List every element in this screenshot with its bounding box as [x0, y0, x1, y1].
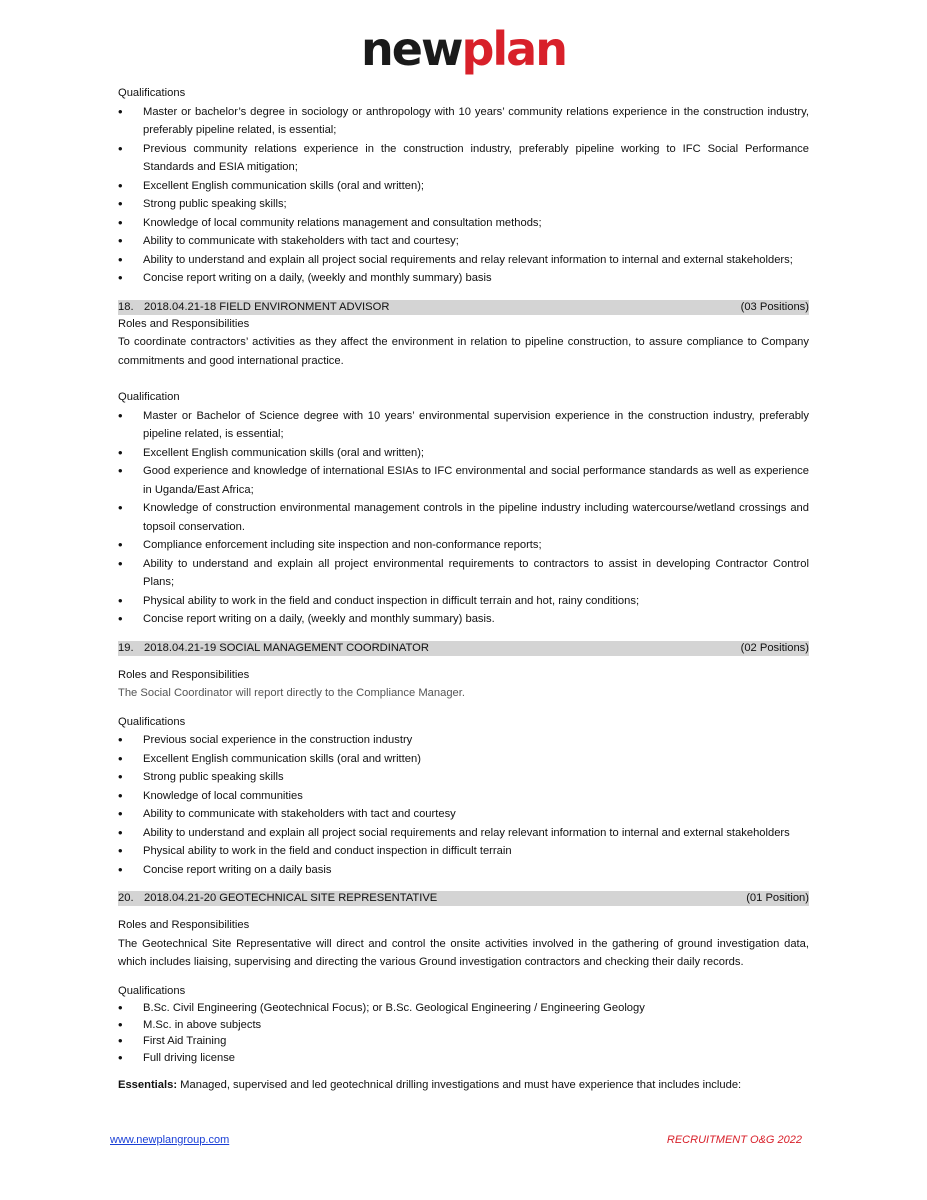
website-link[interactable]: www.newplangroup.com — [110, 1134, 230, 1146]
footer-tag: RECRUITMENT O&G 2022 — [666, 1134, 802, 1146]
list-item: • First Aid Training — [118, 1033, 809, 1050]
s17-qualifications-list — [118, 103, 809, 288]
s18-roles-text: To coordinate contractors’ activities as they affect the environment in relation to pipeline construction, to assure compliance to Company commitments and good international practice. — [118, 336, 809, 367]
list-item: • M.Sc. in above subjects — [118, 1017, 809, 1034]
list-item: • Master or bachelor’s degree in sociology or anthropology with 10 years’ community relations experience in the construction industry, preferably pipeline related, is essential; — [118, 103, 809, 140]
list-item: • Ability to understand and explain all project social requirements and relay relevant information to internal and external stakeholders; — [118, 251, 809, 270]
s18-qualification-list — [118, 407, 809, 629]
s19-qualifications-list — [118, 731, 809, 879]
list-item: • Knowledge of construction environmental management controls in the pipeline industry including watercourse/wetland crossings and topsoil conservation. — [118, 499, 809, 536]
s19-qualifications-heading: Qualifications — [118, 715, 186, 728]
list-item: • Excellent English communication skills (oral and written); — [118, 444, 809, 463]
list-item: • Physical ability to work in the field and conduct inspection in difficult terrain and hot, rainy conditions; — [118, 592, 809, 611]
s19-number: 19. — [118, 641, 134, 654]
list-item: • Knowledge of local community relations management and consultation methods; — [118, 214, 809, 233]
list-item: • Master or Bachelor of Science degree with 10 years’ environmental supervision experience in the construction industry, preferably pipeline related, is essential; — [118, 407, 809, 444]
list-item: • Strong public speaking skills; — [118, 195, 809, 214]
list-item: • Full driving license — [118, 1050, 809, 1067]
s18-title: 2018.04.21-18 FIELD ENVIRONMENT ADVISOR — [144, 300, 390, 313]
list-item: • Previous social experience in the construction industry — [118, 731, 809, 750]
page-footer — [110, 1134, 802, 1146]
list-item: • Concise report writing on a daily basis — [118, 861, 809, 880]
s20-roles-heading: Roles and Responsibilities — [118, 919, 250, 931]
s20-number: 20. — [118, 892, 134, 904]
s18-qualification-heading: Qualification — [118, 391, 180, 403]
list-item: • Concise report writing on a daily, (weekly and monthly summary) basis. — [118, 610, 809, 629]
list-item: • Strong public speaking skills — [118, 768, 809, 787]
s18-roles-heading: Roles and Responsibilities — [118, 317, 250, 330]
list-item: • Excellent English communication skills (oral and written) — [118, 750, 809, 769]
s20-title-bar — [118, 891, 809, 906]
s18-positions: (03 Positions) — [740, 300, 809, 313]
s20-qualifications-heading: Qualifications — [118, 984, 186, 997]
newplan-logo — [0, 22, 927, 76]
s20-essentials — [118, 1076, 809, 1095]
s20-positions: (01 Position) — [746, 892, 809, 904]
s20-title: 2018.04.21-20 GEOTECHNICAL SITE REPRESENTATIVE — [144, 892, 438, 904]
list-item: • Ability to understand and explain all project environmental requirements to contractors to assist in developing Contractor Control Plans; — [118, 555, 809, 592]
logo-part-plan: plan — [461, 22, 566, 76]
s19-roles-text: The Social Coordinator will report directly to the Compliance Manager. — [118, 687, 465, 699]
s17-qualifications-heading: Qualifications — [118, 87, 186, 99]
list-item: • Physical ability to work in the field and conduct inspection in difficult terrain — [118, 842, 809, 861]
s19-roles-heading: Roles and Responsibilities — [118, 668, 250, 681]
s18-title-bar — [118, 300, 809, 315]
list-item: • B.Sc. Civil Engineering (Geotechnical Focus); or B.Sc. Geological Engineering / Engineering Geology — [118, 1000, 809, 1017]
list-item: • Previous community relations experience in the construction industry, preferably pipeline working to IFC Social Performance Standards and ESIA mitigation; — [118, 140, 809, 177]
list-item: • Ability to communicate with stakeholders with tact and courtesy — [118, 805, 809, 824]
essentials-label: Essentials: — [118, 1079, 178, 1091]
essentials-text: Managed, supervised and led geotechnical drilling investigations and must have experience that includes include: — [177, 1079, 742, 1091]
list-item: • Compliance enforcement including site inspection and non-conformance reports; — [118, 536, 809, 555]
s18-number: 18. — [118, 300, 134, 313]
list-item: • Excellent English communication skills (oral and written); — [118, 177, 809, 196]
document-body — [118, 84, 809, 1095]
list-item: • Concise report writing on a daily, (weekly and monthly summary) basis — [118, 269, 809, 288]
s19-title: 2018.04.21-19 SOCIAL MANAGEMENT COORDINATOR — [144, 641, 429, 654]
s19-title-bar — [118, 641, 809, 656]
list-item: • Knowledge of local communities — [118, 787, 809, 806]
list-item: • Ability to understand and explain all project social requirements and relay relevant information to internal and external stakeholders — [118, 824, 809, 843]
list-item: • Good experience and knowledge of international ESIAs to IFC environmental and social performance standards as well as experience in Uganda/East Africa; — [118, 462, 809, 499]
list-item: • Ability to communicate with stakeholders with tact and courtesy; — [118, 232, 809, 251]
s20-qualifications-list — [118, 1000, 809, 1066]
s19-positions: (02 Positions) — [740, 641, 809, 654]
logo-part-new: new — [361, 22, 462, 76]
s20-roles-text: The Geotechnical Site Representative will direct and control the onsite activities involved in the gathering of ground investigation data, which includes liaising, supervising and directing the various Ground investigation contractors and checking their daily records. — [118, 937, 809, 968]
